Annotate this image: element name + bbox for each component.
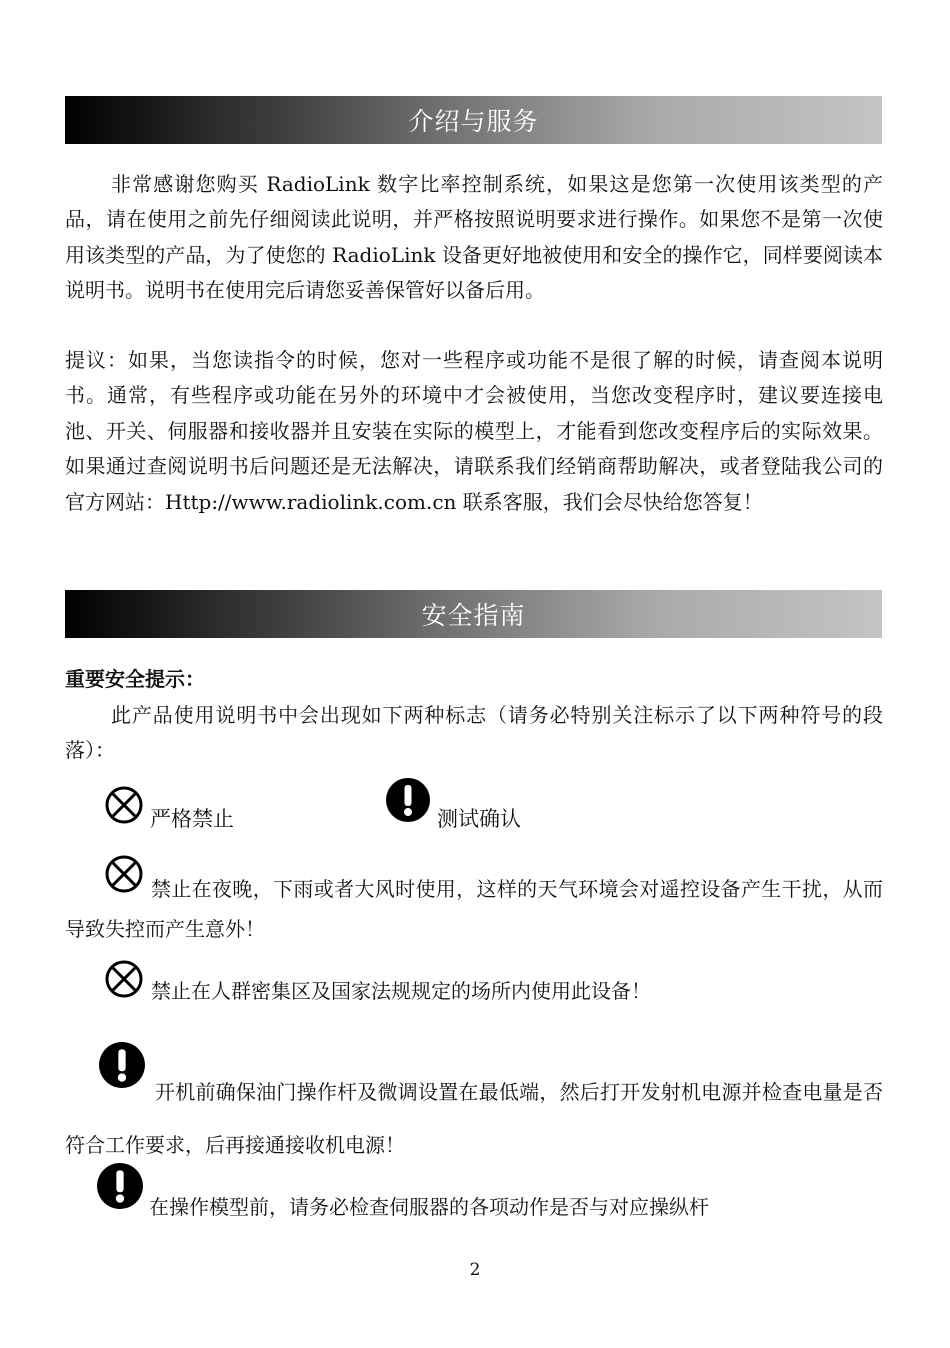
safety-heading: 重要安全提示：	[65, 667, 205, 691]
legend-confirm-label: 测试确认	[437, 807, 521, 831]
suggestion-paragraph: 提议：如果，当您读指令的时候，您对一些程序或功能不是很了解的时候，请查阅本说明书。通常，有些程序或功能在另外的环境中才会被使用，当您改变程序时，建议要连接电池、开关、伺服器和接收器并且安装在实际的模型上，才能看到您改变程序后的实际效果。如果通过查阅说明书后问题还是无法解决，请联系我们经销商帮助解决，或者登陆我公司的官方网站：Http://www.radiolink.com.cn 联系客服，我们会尽快给您答复！	[65, 348, 883, 514]
rule-item: 禁止在夜晚，下雨或者大风时使用，这样的天气环境会对遥控设备产生干扰，从而导致失控而产生意外！	[65, 877, 883, 941]
rule-item: 禁止在人群密集区及国家法规规定的场所内使用此设备！	[151, 979, 651, 1003]
legend-prohibited-label: 严格禁止	[150, 807, 234, 831]
section-title: 安全指南	[421, 601, 526, 630]
rule-item: 开机前确保油门操作杆及微调设置在最低端，然后打开发射机电源并检查电量是否符合工作要求，后再接通接收机电源！	[65, 1080, 883, 1157]
section-title: 介绍与服务	[408, 107, 539, 136]
section-banner-intro	[65, 96, 882, 144]
exclamation-icon	[385, 777, 431, 823]
page-number: 2	[469, 1260, 481, 1280]
safety-intro-paragraph: 此产品使用说明书中会出现如下两种标志（请务必特别关注标示了以下两种符号的段落）：	[65, 703, 883, 763]
section-banner-safety	[65, 590, 882, 638]
prohibited-icon	[104, 785, 144, 825]
rule-item: 在操作模型前，请务必检查伺服器的各项动作是否与对应操纵杆	[149, 1195, 709, 1219]
intro-paragraph: 非常感谢您购买 RadioLink 数字比率控制系统，如果这是您第一次使用该类型的产品，请在使用之前先仔细阅读此说明，并严格按照说明要求进行操作。如果您不是第一次使用该类型的产品，为了使您的 RadioLink 设备更好地被使用和安全的操作它，同样要阅读本说明书。说明书在使用完后请您妥善保管好以备后用。	[65, 172, 883, 303]
